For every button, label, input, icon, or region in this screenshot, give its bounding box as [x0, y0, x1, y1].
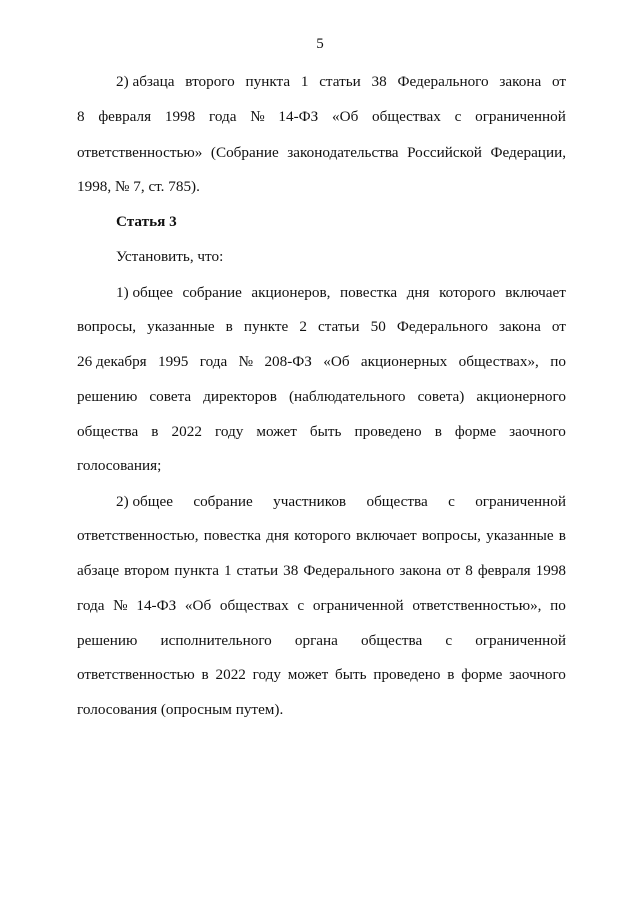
document-word: №	[113, 597, 128, 614]
document-word: включает	[356, 527, 417, 544]
document-word: быть	[309, 423, 342, 440]
paragraph-line	[116, 489, 566, 515]
document-word: ответственностью	[77, 666, 195, 683]
document-word: статьи	[319, 73, 361, 90]
document-word: решению	[77, 388, 138, 405]
paragraph-line-last: голосования;	[77, 457, 162, 474]
document-word: от	[551, 73, 566, 90]
paragraph-line	[77, 662, 566, 688]
document-word: повестка	[339, 284, 398, 301]
document-word: второго	[185, 73, 235, 90]
justified-words	[116, 489, 566, 515]
justified-words	[77, 140, 566, 166]
justified-words	[77, 104, 566, 130]
document-word: 38	[371, 73, 387, 90]
document-word: 2) абзаца	[116, 73, 175, 90]
document-word: 38	[283, 562, 299, 579]
paragraph-line	[77, 593, 566, 619]
document-word: собрание	[193, 493, 253, 510]
document-word: втором	[124, 562, 170, 579]
document-word: ограниченной	[475, 493, 566, 510]
justified-words	[77, 593, 566, 619]
document-word: 8	[465, 562, 473, 579]
document-word: года	[208, 108, 237, 125]
document-word: статьи	[236, 562, 279, 579]
document-word: 14-ФЗ	[136, 597, 177, 614]
document-word: закона	[499, 318, 541, 335]
document-word: законодательства	[287, 144, 399, 161]
document-word: 1	[300, 73, 309, 90]
document-word: года	[199, 353, 228, 370]
document-word: 2022	[215, 666, 246, 683]
paragraph-line	[116, 280, 566, 306]
justified-words	[116, 69, 566, 95]
document-word: абзаце	[77, 562, 120, 579]
document-word: (Собрание	[210, 144, 279, 161]
document-word: ограниченной	[475, 632, 566, 649]
document-word: году	[214, 423, 244, 440]
document-word: заочного	[509, 666, 566, 683]
document-word: февраля	[98, 108, 152, 125]
paragraph-line	[77, 628, 566, 654]
document-word: (наблюдательного	[288, 388, 406, 405]
document-word: году	[252, 666, 281, 683]
document-word: в	[558, 527, 566, 544]
document-word: статьи	[317, 318, 360, 335]
document-word: заочного	[509, 423, 566, 440]
document-word: 1998	[164, 108, 196, 125]
document-word: с	[454, 108, 462, 125]
document-word: общества	[77, 423, 139, 440]
paragraph-line	[77, 558, 566, 584]
document-word: «Об	[323, 353, 350, 370]
document-word: февраля	[477, 562, 531, 579]
document-word: закона	[399, 562, 442, 579]
document-word: 1	[223, 562, 232, 579]
justified-words	[77, 662, 566, 688]
document-word: ответственностью»,	[412, 597, 542, 614]
article-heading: Статья 3	[116, 213, 177, 230]
justified-words	[77, 523, 566, 549]
document-word: участников	[273, 493, 347, 510]
document-word: 26 декабря	[77, 353, 147, 370]
document-word: с	[445, 632, 453, 649]
page-number: 5	[316, 36, 324, 52]
document-word: совета	[149, 388, 192, 405]
document-word: решению	[77, 632, 138, 649]
document-word: форме	[454, 423, 497, 440]
justified-words	[77, 384, 566, 410]
document-word: в	[225, 318, 233, 335]
paragraph-line	[77, 384, 566, 410]
justified-words	[77, 349, 566, 375]
document-word: Российской	[407, 144, 482, 161]
justified-words	[77, 558, 566, 584]
document-word: 1995	[158, 353, 189, 370]
document-word: в	[151, 423, 159, 440]
document-word: указанные	[147, 318, 215, 335]
document-word: акционерных	[360, 353, 448, 370]
document-word: 1998	[535, 562, 566, 579]
document-word: 2) общее	[116, 493, 173, 510]
document-word: ограниченной	[312, 597, 404, 614]
document-word: указанные	[486, 527, 554, 544]
document-word: вопросы,	[77, 318, 137, 335]
document-word: с	[297, 597, 305, 614]
paragraph-line-last: голосования (опросным путем).	[77, 701, 284, 718]
document-word: пункта	[245, 73, 291, 90]
justified-words	[116, 280, 566, 306]
paragraph-line	[77, 140, 566, 166]
document-word: обществах	[372, 108, 441, 125]
document-word: Федерального	[303, 562, 395, 579]
justified-words	[77, 314, 566, 340]
document-word: акционерного	[476, 388, 566, 405]
document-word: общества	[361, 632, 423, 649]
document-word: проведено	[373, 666, 441, 683]
document-word: общества	[366, 493, 428, 510]
justified-words	[77, 419, 566, 445]
document-word: «Об	[184, 597, 212, 614]
document-word: «Об	[332, 108, 359, 125]
document-word: может	[287, 666, 329, 683]
document-word: года	[77, 597, 105, 614]
document-word: обществах	[219, 597, 289, 614]
document-word: Федерации,	[490, 144, 566, 161]
document-word: включает	[505, 284, 566, 301]
document-word: №	[238, 353, 254, 370]
document-word: ограниченной	[475, 108, 566, 125]
document-word: 14-ФЗ	[278, 108, 319, 125]
document-word: пункте	[243, 318, 289, 335]
paragraph-line	[77, 419, 566, 445]
document-word: в	[434, 423, 442, 440]
document-word: Федерального	[396, 318, 488, 335]
intro-text: Установить, что:	[116, 248, 224, 265]
paragraph-line-last: 1998, № 7, ст. 785).	[77, 178, 200, 195]
document-word: ответственностью»	[77, 144, 203, 161]
document-word: быть	[335, 666, 367, 683]
paragraph-line	[77, 314, 566, 340]
document-word: №	[250, 108, 265, 125]
document-word: вопросы,	[421, 527, 481, 544]
document-word: по	[550, 353, 566, 370]
document-word: 1) общее	[116, 284, 173, 301]
paragraph-line	[116, 69, 566, 95]
document-word: которого	[294, 527, 351, 544]
document-word: Федерального	[397, 73, 489, 90]
paragraph-line	[77, 104, 566, 130]
document-word: совета)	[417, 388, 465, 405]
paragraph-line	[77, 523, 566, 549]
document-word: 50	[370, 318, 386, 335]
document-word: обществах»,	[458, 353, 539, 370]
document-word: 208-ФЗ	[264, 353, 312, 370]
document-word: по	[550, 597, 566, 614]
document-word: от	[446, 562, 461, 579]
document-word: 8	[77, 108, 85, 125]
document-word: которого	[439, 284, 496, 301]
justified-words	[77, 628, 566, 654]
document-word: в	[201, 666, 209, 683]
document-word: дня	[406, 284, 430, 301]
document-word: акционеров,	[251, 284, 331, 301]
document-word: исполнительного	[160, 632, 272, 649]
document-word: собрание	[182, 284, 242, 301]
document-word: может	[256, 423, 297, 440]
document-word: пункта	[174, 562, 219, 579]
document-word: форме	[461, 666, 503, 683]
document-word: органа	[294, 632, 338, 649]
document-word: с	[448, 493, 455, 510]
document-word: повестка	[203, 527, 261, 544]
document-word: ответственностью,	[77, 527, 199, 544]
document-word: дня	[266, 527, 289, 544]
document-word: проведено	[354, 423, 422, 440]
document-word: директоров	[203, 388, 277, 405]
document-word: закона	[499, 73, 542, 90]
paragraph-line	[77, 349, 566, 375]
document-word: 2022	[171, 423, 202, 440]
document-word: 2	[299, 318, 307, 335]
document-word: от	[551, 318, 566, 335]
document-word: в	[447, 666, 455, 683]
